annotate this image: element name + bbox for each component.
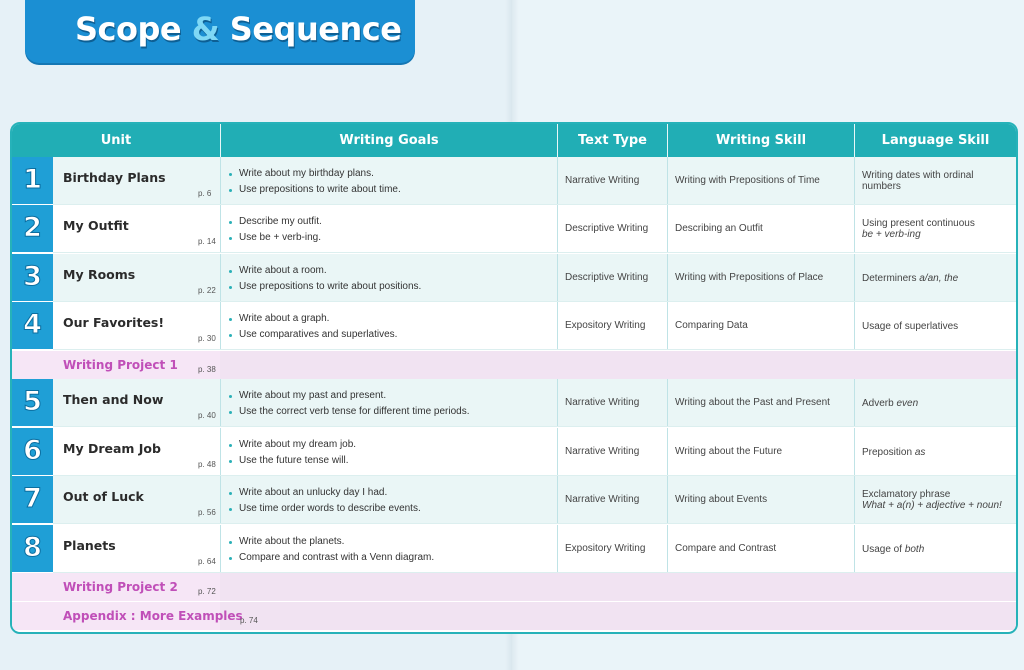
goal-item: Write about a room. [228, 263, 558, 279]
column-divider [667, 525, 668, 573]
column-divider [220, 525, 221, 573]
column-divider [854, 302, 855, 350]
row-divider [53, 523, 1016, 524]
column-divider [854, 525, 855, 573]
unit-name: My Rooms [63, 267, 136, 282]
writing-goals [228, 437, 558, 469]
goal-item: Use be + verb-ing. [228, 230, 558, 246]
text-type: Narrative Writing [565, 494, 640, 505]
column-divider [220, 379, 221, 427]
goal-item: Use the future tense will. [228, 453, 558, 469]
unit-number: 1 [23, 164, 42, 195]
unit-number-box [12, 379, 53, 427]
header-language-skill: Language Skill [881, 133, 990, 148]
column-divider [220, 205, 221, 253]
unit-number: 3 [23, 261, 42, 292]
table-header [12, 124, 1016, 157]
unit-name: Our Favorites! [63, 315, 165, 330]
unit-page: p. 40 [198, 411, 216, 420]
writing-goals [228, 263, 558, 295]
text-type: Narrative Writing [565, 175, 640, 186]
language-skill [862, 273, 1012, 284]
project-page: p. 38 [198, 365, 216, 374]
header-writing-goals: Writing Goals [339, 133, 439, 148]
title-banner [25, 0, 415, 63]
language-skill [862, 447, 1012, 458]
writing-skill: Writing with Prepositions of Time [675, 175, 820, 186]
writing-skill: Writing about Events [675, 494, 768, 505]
project-row [12, 602, 1016, 631]
language-skill-text: Preposition [862, 447, 915, 458]
unit-page: p. 48 [198, 460, 216, 469]
writing-skill: Comparing Data [675, 320, 748, 331]
unit-name: Planets [63, 538, 116, 553]
column-divider [854, 205, 855, 253]
unit-number-box [12, 254, 53, 302]
goal-item: Use time order words to describe events. [228, 501, 558, 517]
project-page: p. 74 [240, 616, 258, 625]
language-skill-italic: a/an, the [919, 273, 959, 284]
column-divider [557, 379, 558, 427]
column-divider [220, 302, 221, 350]
goal-item: Write about a graph. [228, 311, 558, 327]
goal-item: Write about the planets. [228, 534, 558, 550]
row-divider [53, 426, 1016, 427]
column-divider [557, 205, 558, 253]
header-writing-skill: Writing Skill [715, 133, 807, 148]
column-divider [557, 525, 558, 573]
goal-item: Write about my dream job. [228, 437, 558, 453]
column-divider [854, 428, 855, 476]
page-title [75, 10, 401, 48]
project-row [12, 351, 1016, 380]
unit-page: p. 14 [198, 237, 216, 246]
table-row [12, 157, 1016, 205]
writing-skill: Writing about the Past and Present [675, 397, 830, 408]
scope-sequence-table [10, 122, 1018, 634]
table-row [12, 302, 1016, 350]
language-skill-italic: both [904, 544, 925, 555]
column-divider [220, 476, 221, 524]
column-divider [667, 428, 668, 476]
goal-item: Use prepositions to write about time. [228, 182, 558, 198]
unit-page: p. 30 [198, 334, 216, 343]
table-row [12, 476, 1016, 524]
language-skill [862, 218, 1012, 240]
writing-skill: Compare and Contrast [675, 543, 777, 554]
unit-name: My Outfit [63, 218, 129, 233]
goal-item: Write about my past and present. [228, 388, 558, 404]
table-row [12, 428, 1016, 476]
text-type: Narrative Writing [565, 397, 640, 408]
project-page: p. 72 [198, 587, 216, 596]
unit-number-box [12, 525, 53, 573]
writing-goals [228, 166, 558, 198]
unit-number: 2 [23, 212, 42, 243]
language-skill [862, 321, 1012, 332]
text-type: Descriptive Writing [565, 272, 649, 283]
writing-skill: Writing about the Future [675, 446, 783, 457]
language-skill-text: Determiners [862, 273, 920, 284]
row-divider [53, 252, 1016, 253]
unit-number: 6 [23, 435, 42, 466]
column-divider [220, 428, 221, 476]
writing-goals [228, 534, 558, 566]
project-label: Writing Project 2 [63, 580, 178, 594]
goal-item: Use the correct verb tense for different time periods. [228, 404, 558, 420]
writing-skill: Writing with Prepositions of Place [675, 272, 824, 283]
unit-number: 8 [23, 532, 42, 563]
goal-item: Describe my outfit. [228, 214, 558, 230]
unit-page: p. 22 [198, 286, 216, 295]
row-divider [53, 349, 1016, 350]
text-type: Expository Writing [565, 543, 646, 554]
goal-item: Compare and contrast with a Venn diagram. [228, 550, 558, 566]
goal-item: Use prepositions to write about positions. [228, 279, 558, 295]
unit-number-box [12, 302, 53, 350]
language-skill-text: Writing dates with ordinal numbers [862, 170, 974, 192]
title-word-sequence: Sequence [229, 10, 402, 48]
unit-name: Out of Luck [63, 489, 144, 504]
language-skill [862, 544, 1012, 555]
language-skill [862, 398, 1012, 409]
unit-name: Then and Now [63, 392, 164, 407]
unit-number: 4 [23, 309, 42, 340]
unit-name: My Dream Job [63, 441, 161, 456]
unit-number: 5 [23, 386, 42, 417]
language-skill-text: Using present continuous [862, 218, 975, 229]
text-type: Descriptive Writing [565, 223, 649, 234]
goal-item: Write about my birthday plans. [228, 166, 558, 182]
column-divider [667, 157, 668, 205]
writing-skill: Describing an Outfit [675, 223, 763, 234]
title-word-scope: Scope [75, 10, 182, 48]
language-skill-text: Usage of [862, 544, 905, 555]
text-type: Expository Writing [565, 320, 646, 331]
column-divider [667, 476, 668, 524]
column-divider [557, 254, 558, 302]
unit-page: p. 56 [198, 508, 216, 517]
language-skill-text: Usage of superlatives [862, 321, 959, 332]
column-divider [220, 254, 221, 302]
column-divider [667, 379, 668, 427]
unit-number-box [12, 428, 53, 476]
unit-name: Birthday Plans [63, 170, 166, 185]
unit-number-box [12, 476, 53, 524]
column-divider [557, 428, 558, 476]
table-row [12, 525, 1016, 573]
column-divider [557, 476, 558, 524]
column-divider [854, 476, 855, 524]
column-divider [557, 157, 558, 205]
header-unit: Unit [100, 133, 132, 148]
table-row [12, 205, 1016, 253]
project-label: Appendix : More Examples [63, 609, 243, 623]
writing-goals [228, 388, 558, 420]
language-skill-formula: What + a(n) + adjective + noun! [862, 500, 1002, 511]
unit-page: p. 6 [198, 189, 212, 198]
column-divider [220, 157, 221, 205]
column-divider [854, 157, 855, 205]
table-row [12, 254, 1016, 302]
text-type: Narrative Writing [565, 446, 640, 457]
language-skill-text: Exclamatory phrase [862, 489, 951, 500]
unit-page: p. 64 [198, 557, 216, 566]
language-skill-formula: be + verb-ing [862, 229, 921, 240]
title-ampersand: & [191, 10, 220, 48]
language-skill-italic: as [914, 447, 926, 458]
column-divider [667, 254, 668, 302]
column-divider [854, 379, 855, 427]
goal-item: Use comparatives and superlatives. [228, 327, 558, 343]
project-row [12, 573, 1016, 602]
writing-goals [228, 311, 558, 343]
column-divider [854, 254, 855, 302]
language-skill [862, 170, 1012, 192]
language-skill [862, 489, 1012, 511]
column-divider [667, 302, 668, 350]
column-divider [667, 205, 668, 253]
header-text-type: Text Type [577, 133, 647, 148]
language-skill-italic: even [896, 398, 919, 409]
project-label: Writing Project 1 [63, 358, 178, 372]
unit-number: 7 [23, 483, 42, 514]
unit-number-box [12, 157, 53, 205]
column-divider [557, 302, 558, 350]
writing-goals [228, 214, 558, 246]
table-row [12, 379, 1016, 427]
goal-item: Write about an unlucky day I had. [228, 485, 558, 501]
writing-goals [228, 485, 558, 517]
unit-number-box [12, 205, 53, 253]
language-skill-text: Adverb [862, 398, 897, 409]
